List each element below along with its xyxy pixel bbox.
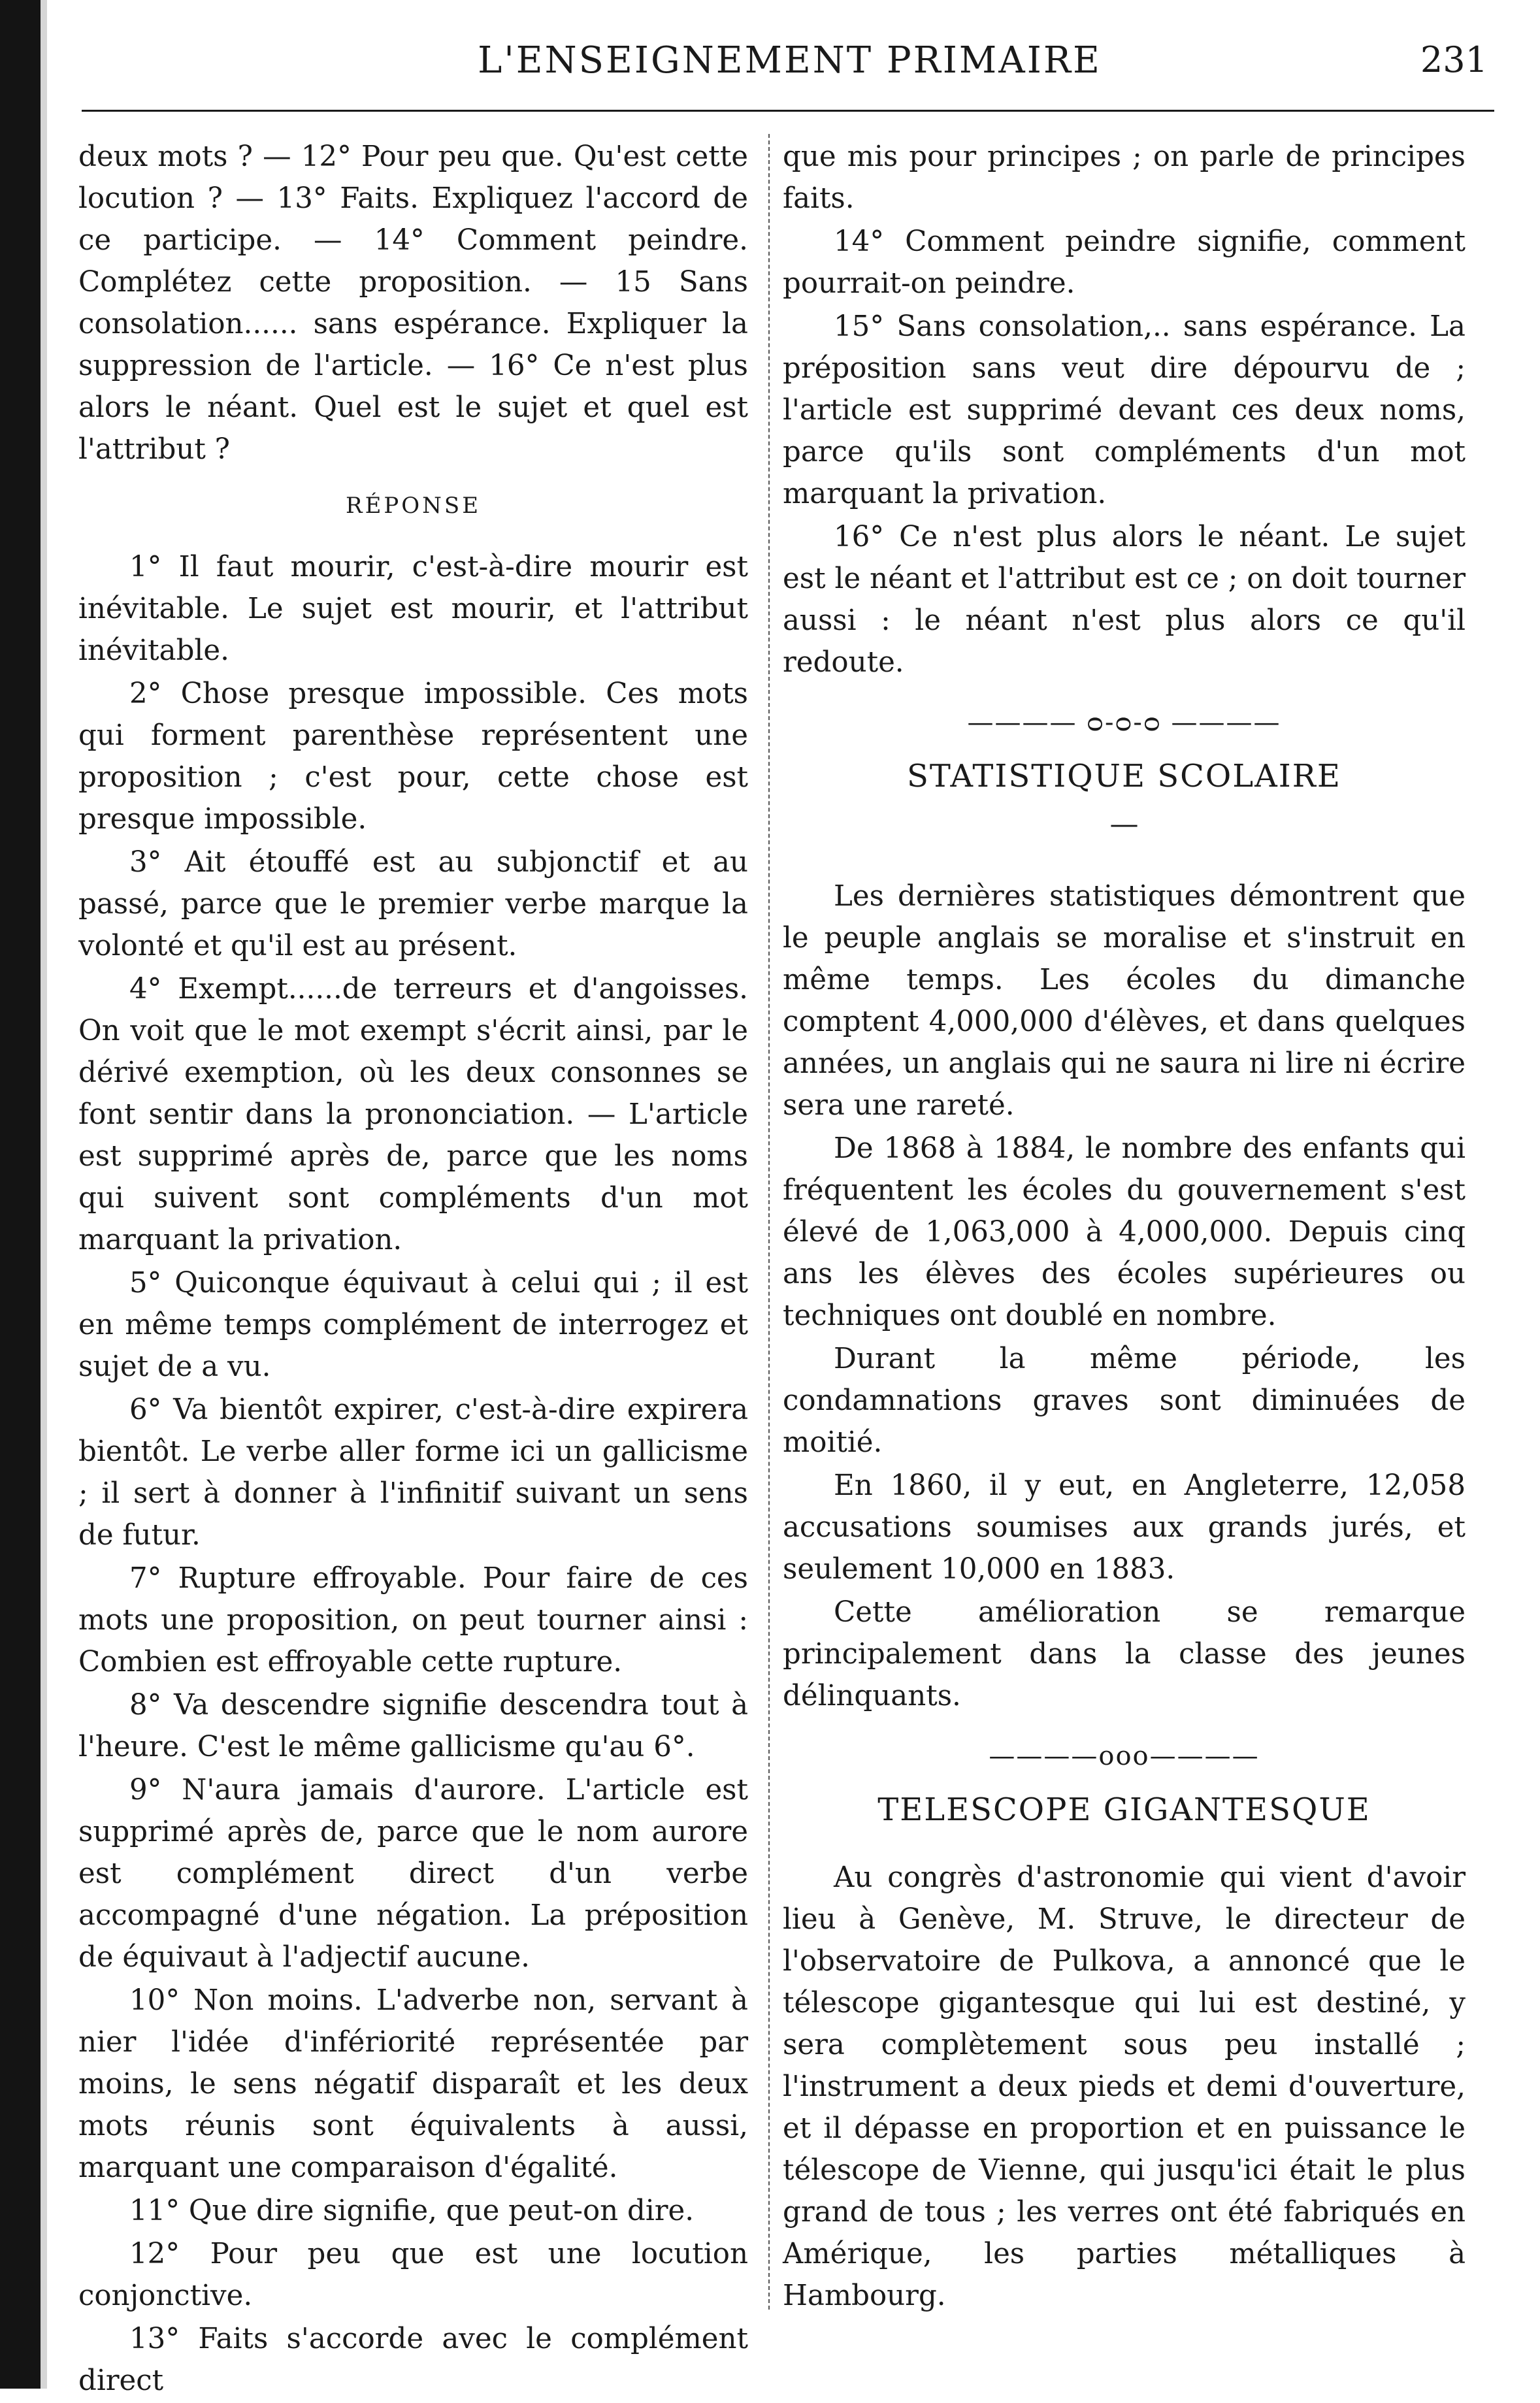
answer-1: 1° Il faut mourir, c'est-à-dire mourir est inévitable. Le sujet est mourir, et l'attribut inévitable. [78, 551, 748, 667]
ornament-divider: ———— ᴑ-ᴑ-ᴑ ———— [967, 708, 1281, 738]
answer-12: 12° Pour peu que est une locution conjonctive. [78, 2238, 748, 2312]
answer-16: 16° Ce n'est plus alors le néant. Le sujet est le néant et l'attribut est ce ; on doit tourner aussi : le néant n'est plus alors ce qu'il redoute. [783, 521, 1466, 679]
ornament-divider: ————ooo———— [989, 1741, 1260, 1771]
questions-continuation: deux mots ? — 12° Pour peu que. Qu'est cette locution ? — 13° Faits. Expliquez l'accord de ce participe. — 14° Comment peindre. Complétez cette proposition. — 15 Sans consolation...... sans espérance. Expliquer la suppression de l'article. — 16° Ce n'est plus alors le néant. Quel est le sujet et quel est l'attribut ? [78, 140, 748, 466]
section-dash: — [1109, 808, 1139, 841]
statistique-paragraph: De 1868 à 1884, le nombre des enfants qui fréquentent les écoles du gouvernement s'est élevé de 1,063,000 à 4,000,000. Depuis cinq ans les élèves des écoles supérieures ou techniques ont doublé en nombre. [783, 1132, 1466, 1332]
answer-14: 14° Comment peindre signifie, comment pourrait-on peindre. [783, 225, 1466, 300]
reponse-heading: RÉPONSE [345, 493, 482, 519]
header-rule [82, 110, 1494, 112]
answer-3: 3° Ait étouffé est au subjonctif et au passé, parce que le premier verbe marque la volonté et qu'il est au présent. [78, 846, 748, 962]
answer-2: 2° Chose presque impossible. Ces mots qui forment parenthèse représentent une proposition ; c'est pour, cette chose est presque impossible. [78, 678, 748, 836]
statistique-paragraph: Cette amélioration se remarque principalement dans la classe des jeunes délinquants. [783, 1596, 1466, 1712]
journal-title: L'ENSEIGNEMENT PRIMAIRE [478, 39, 1102, 82]
right-column [783, 136, 1466, 2318]
answer-15: 15° Sans consolation,.. sans espérance. La préposition sans veut dire dépourvu de ; l'article est supprimé devant ces deux noms, parce qu'ils sont compléments d'un mot marquant la privation. [783, 310, 1466, 510]
answer-13: 13° Faits s'accorde avec le complément direct [78, 2323, 748, 2397]
statistique-paragraph: Les dernières statistiques démontrent que le peuple anglais se moralise et s'instruit en même temps. Les écoles du dimanche comptent 4,000,000 d'élèves, et dans quelques années, un anglais qui ne saura ni lire ni écrire sera une rareté. [783, 880, 1466, 1122]
page-binding-shadow [0, 0, 41, 2389]
left-column [78, 136, 748, 2403]
answer-8: 8° Va descendre signifie descendra tout à l'heure. C'est le même gallicisme qu'au 6°. [78, 1689, 748, 1763]
section-title-statistique: STATISTIQUE SCOLAIRE [907, 758, 1341, 794]
telescope-paragraph: Au congrès d'astronomie qui vient d'avoir lieu à Genève, M. Struve, le directeur de l'observatoire de Pulkova, a annoncé que le télescope gigantesque qui lui est destiné, y sera complètement sous peu installé ; l'instrument a deux pieds et demi d'ouverture, et il dépasse en proportion et en puissance le télescope de Vienne, qui jusqu'ici était le plus grand de tous ; les verres ont été fabriqués en Amérique, les parties métalliques à Hambourg. [783, 1861, 1466, 2312]
page-binding-edge [41, 0, 47, 2389]
answer-7: 7° Rupture effroyable. Pour faire de ces mots une proposition, on peut tourner ainsi : Combien est effroyable cette rupture. [78, 1562, 748, 1678]
column-divider [768, 134, 770, 2310]
answer-11: 11° Que dire signifie, que peut-on dire. [129, 2195, 695, 2227]
answer-5: 5° Quiconque équivaut à celui qui ; il est en même temps complément de interrogez et sujet de a vu. [78, 1267, 748, 1383]
running-head [78, 25, 1501, 103]
answer-6: 6° Va bientôt expirer, c'est-à-dire expirera bientôt. Le verbe aller forme ici un gallicisme ; il sert à donner à l'infinitif suivant un sens de futur. [78, 1394, 748, 1552]
answer-9: 9° N'aura jamais d'aurore. L'article est supprimé après de, parce que le nom aurore est complément direct d'un verbe accompagné d'une négation. La préposition de équivaut à l'adjectif aucune. [78, 1774, 748, 1974]
section-spacer [783, 1837, 1466, 1857]
section-title-telescope: TELESCOPE GIGANTESQUE [877, 1791, 1371, 1828]
statistique-paragraph: Durant la même période, les condamnations graves sont diminuées de moitié. [783, 1343, 1466, 1459]
statistique-paragraph: En 1860, il y eut, en Angleterre, 12,058 accusations soumises aux grands jurés, et seulement 10,000 en 1883. [783, 1469, 1466, 1586]
page-number: 231 [1420, 39, 1488, 80]
answer-4: 4° Exempt......de terreurs et d'angoisses. On voit que le mot exempt s'écrit ainsi, par le dérivé exemption, où les deux consonnes se font sentir dans la prononciation. — L'article est supprimé après de, parce que les noms qui suivent sont compléments d'un mot marquant la privation. [78, 973, 748, 1256]
answer-13-continuation: que mis pour principes ; on parle de principes faits. [783, 140, 1466, 215]
answer-10: 10° Non moins. L'adverbe non, servant à nier l'idée d'infériorité représentée par moins, le sens négatif disparaît et les deux mots réunis sont équivalents à aussi, marquant une comparaison d'égalité. [78, 1984, 748, 2184]
